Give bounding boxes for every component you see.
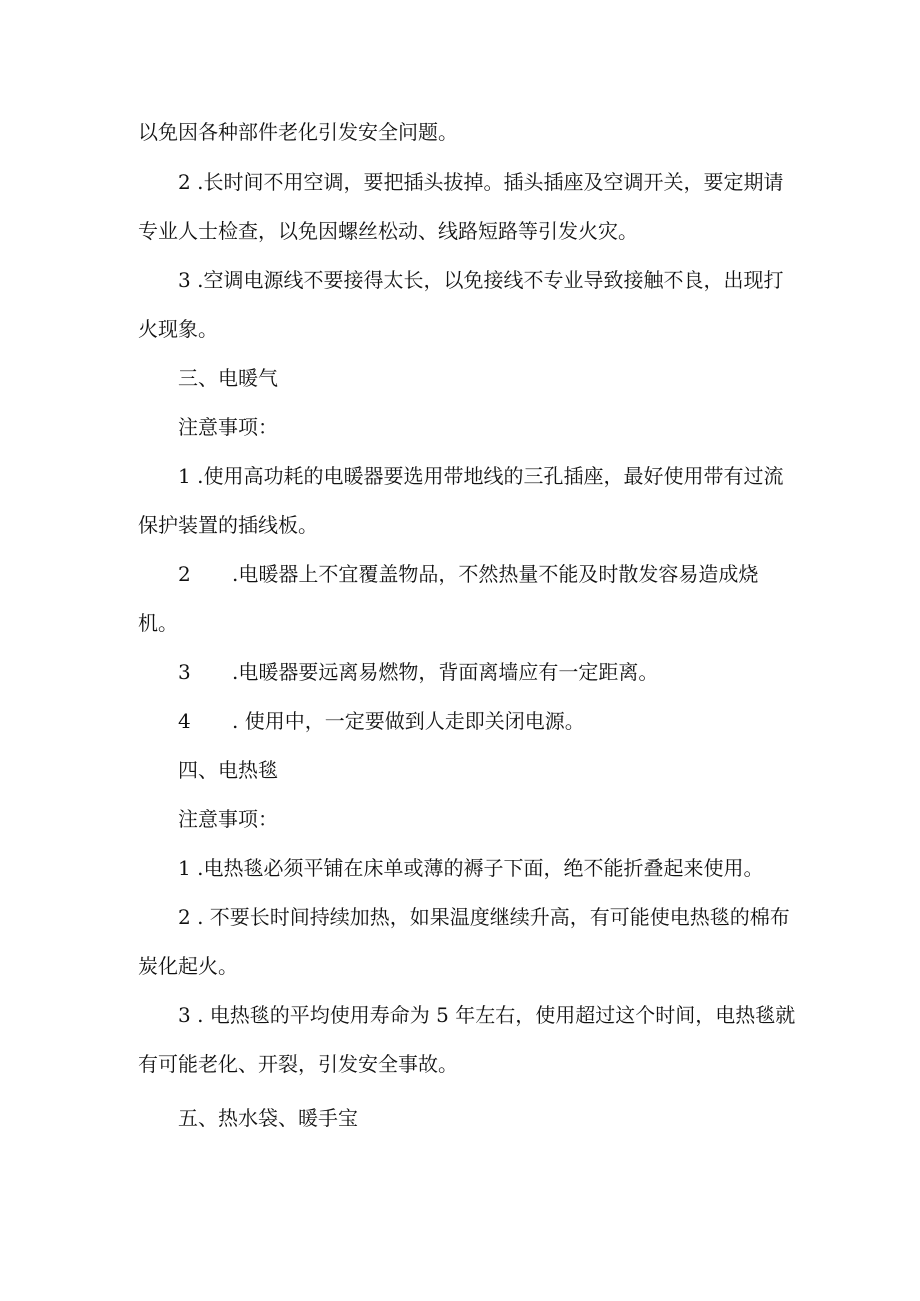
paragraph-line: 机。 <box>138 611 178 635</box>
list-number: 3 <box>178 660 191 684</box>
subheading: 注意事项： <box>178 415 278 439</box>
paragraph-line: 炭化起火。 <box>138 954 238 978</box>
list-item-line: 1 .使用高功耗的电暖器要选用带地线的三孔插座，最好使用带有过流 <box>178 464 784 488</box>
paragraph-line: 以免因各种部件老化引发安全问题。 <box>138 120 458 144</box>
list-number: 2 <box>178 562 191 586</box>
paragraph-line: 保护装置的插线板。 <box>138 513 318 537</box>
list-item-line: 2 .长时间不用空调，要把插头拔掉。插头插座及空调开关，要定期请 <box>178 170 784 194</box>
list-item-line: 3 .空调电源线不要接得太长，以免接线不专业导致接触不良，出现打 <box>178 268 784 292</box>
list-number: 4 <box>178 709 191 733</box>
list-item-line: 1 .电热毯必须平铺在床单或薄的褥子下面，绝不能折叠起来使用。 <box>178 856 764 880</box>
subheading: 注意事项： <box>178 807 278 831</box>
list-item-line: .电暖器上不宜覆盖物品，不然热量不能及时散发容易造成烧 <box>232 562 759 586</box>
paragraph-line: 有可能老化、开裂，引发安全事故。 <box>138 1052 458 1076</box>
paragraph-line: 火现象。 <box>138 317 218 341</box>
list-item-line: .电暖器要远离易燃物，背面离墙应有一定距离。 <box>232 660 659 684</box>
section-heading: 五、热水袋、暖手宝 <box>178 1106 358 1130</box>
section-heading: 三、电暖气 <box>178 366 278 390</box>
paragraph-line: 专业人士检查，以免因螺丝松动、线路短路等引发火灾。 <box>138 219 638 243</box>
section-heading: 四、电热毯 <box>178 758 278 782</box>
list-item-line: 2 . 不要长时间持续加热，如果温度继续升高，有可能使电热毯的棉布 <box>178 905 790 929</box>
list-item-line: . 使用中，一定要做到人走即关闭电源。 <box>232 709 585 733</box>
list-item-line: 3 . 电热毯的平均使用寿命为 5 年左右，使用超过这个时间，电热毯就 <box>178 1003 796 1027</box>
